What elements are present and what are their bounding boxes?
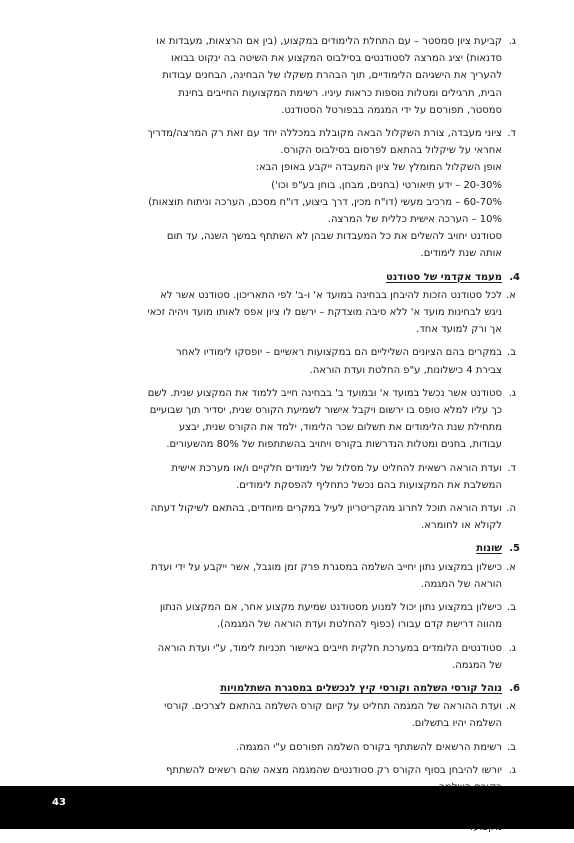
text-line: במקרים בהם הציונים השליליים הם במקצועות ראשיים – יופסקו לימודיו לאחר [175, 347, 502, 359]
text-line: אך ורק למועד אחד. [416, 324, 502, 336]
text-line: של המגמה. [452, 659, 502, 671]
text-line: כך עליו למלא טופס בו ירשום ויקבל אישור לשמיעת הקורס שנית, יסדיר תוך שבועיים [149, 405, 502, 417]
section-title: שונות [476, 543, 502, 555]
text-line: אופן השקלול המומלץ של ציון המעבדה ייקבע באופן הבא: [255, 162, 502, 174]
list-marker: ג. [508, 764, 516, 776]
text-line: כישלון במקצוע נתון יחייב השלמה במסגרת פרק זמן מוגבל, אשר ייקבע על ידי ועדת [151, 561, 502, 573]
list-item [64, 698, 524, 732]
section-heading [64, 269, 524, 286]
page-footer [0, 786, 574, 829]
list-item [64, 385, 524, 454]
list-item [64, 739, 524, 756]
text-line: סטודנטים הלומדים במערכת חלקית חייבים באישור תכניות לימוד, ע"י ועדת הוראה [157, 642, 502, 654]
text-line: קביעת ציון סמסטר – עם התחלת הלימודים במקצוע, (בין אם הרצאות, מעבדות או [156, 36, 502, 47]
list-marker: א. [506, 289, 516, 301]
section-title: נוהל קורסי השלמה וקורסי קיץ לנכשלים במסגרת השתלמויות [220, 682, 502, 694]
text-line: סדנאות) יציג המרצה לסטודנטים בסילבוס המקצוע את השיטה בה ינקוט בבואו [171, 53, 502, 65]
list-item-text [64, 640, 502, 674]
text-line: להעריך את הישגיהם הלימודיים, תוך הבהרת משקלו של הבחינה, הבחנים עבודות [162, 70, 502, 82]
text-line: המשלבת את המקצועות בהם נכשל כתחליף להפסקת לימודים. [236, 479, 502, 491]
text-line: לקולא או לחומרא. [421, 520, 502, 532]
list-marker: א. [506, 701, 516, 713]
text-line: ציוני מעבדה, צורת השקלול הבאה מקובלת במכללה יחד עם זאת רק המרצה/מדריך [147, 128, 502, 140]
list-item-text [64, 739, 502, 756]
list-marker: א. [506, 561, 516, 573]
section-title: מעמד אקדמי של סטודנט [385, 271, 502, 283]
list-item-text [64, 125, 502, 263]
text-line: ועדת הוראה רשאית להחליט על מסלול של לימודים חלקיים ו/או מערכת אישית [171, 462, 502, 474]
list-item [64, 33, 524, 119]
text-line: אחראי על שיקלול בהתאם לפרסום בסילבוס הקורס. [280, 145, 502, 157]
text-line: 10% – הערכה אישית כללית של המרצה. [327, 214, 502, 226]
text-line: לכל סטודנט הזכות להיבחן בבחינה במועד א' ו-ב' לפי התאריכון. סטודנט אשר לא [160, 289, 502, 301]
document-body [64, 33, 524, 843]
text-line: סמסטר, תפורסם על ידי המגמה בבפורטל הסטודנט. [281, 104, 502, 116]
list-marker: ה. [506, 503, 516, 515]
text-line: ועדת ההוראה של המגמה תחליט על קיום קורס השלמה בהתאם לצרכים. קורסי [164, 701, 502, 713]
text-line: השלמה יהיו בתשלום. [411, 718, 502, 730]
text-line: מתחילת שנת הלימודים את תשלום שכר הלימוד, ילמד את הקורס שנית, יבצע [178, 422, 502, 434]
text-line: ניגש לבחינות מועד א' ללא סיבה מוצדקת – ירשם לו ציון אפס לאותו מועד ויהיה זכאי [147, 307, 502, 319]
list-marker: ב. [507, 741, 516, 753]
text-line: עבודות, בחנים ומטלות הנדרשות בקורס ויחויב בהשתתפות של 80% מהשעורים. [166, 439, 502, 451]
section-number: 5. [509, 543, 520, 555]
list-marker: ב. [507, 602, 516, 614]
page-number: 43 [52, 797, 66, 808]
text-line: סטודנט יחויב להשלים את כל המעבדות שבהן לא השתתף במשך השנה, עד תום [166, 231, 502, 243]
list-item [64, 640, 524, 674]
list-item-text [64, 559, 502, 593]
text-line: 60-70% – מרכיב מעשי (דו"ח מכין, דרך ביצוע, דו"ח מסכם, הערכה וניתוח תוצאות) [148, 196, 502, 208]
list-item-text [64, 287, 502, 339]
list-item-text [64, 698, 502, 732]
text-line: סטודנט אשר נכשל במועד א' ובמועד ב' בבחינה חייב ללמוד את המקצוע שנית. לשם [147, 387, 502, 399]
list-item [64, 559, 524, 593]
list-item-text [64, 33, 502, 119]
text-line: כישלון במקצוע נתון יכול למנוע מסטודנט שמיעת מקצוע אחר, אם המקצוע הנתון [159, 602, 502, 614]
list-item-text [64, 500, 502, 534]
text-line: צבירת 4 כישלונות, ע"פ החלטת ועדת הוראה. [309, 364, 502, 376]
list-marker: ד. [507, 462, 516, 474]
text-line: אותה שנת לימודים. [420, 248, 502, 260]
list-marker: ג. [508, 387, 516, 399]
list-marker: ד. [507, 128, 516, 140]
text-line: מהווה דרישת קדם עבורו (כפוף להחלטת ועדת הוראה של המגמה). [216, 619, 502, 631]
list-item [64, 287, 524, 339]
text-line: הוראה של המגמה. [420, 578, 502, 590]
list-item [64, 125, 524, 263]
section-number: 6. [509, 682, 520, 694]
list-item [64, 344, 524, 378]
text-line: ועדת הוראה תוכל לחרוג מהקריטריון לעיל במקרים מיוחדים, בהתאם לשיקול דעתה [150, 503, 502, 515]
list-item [64, 460, 524, 494]
list-marker: ב. [507, 347, 516, 359]
section-heading [64, 680, 524, 697]
section-number: 4. [509, 271, 520, 283]
text-line: הבית, תרגילים ומטלות נוספות כראות עיניו. רשימת המקצועות החייבים בחינת [178, 87, 502, 99]
list-item-text [64, 385, 502, 454]
list-item-text [64, 344, 502, 378]
list-item-text [64, 460, 502, 494]
text-line: רשימת הרשאים להשתתף בקורס השלמה תפורסם ע"י המגמה. [236, 741, 502, 753]
list-item-text [64, 599, 502, 633]
text-line: 20-30% – ידע תיאורטי (בחנים, מבחן, בוחן בע"פ וכו') [271, 179, 502, 191]
list-marker: ג. [508, 642, 516, 654]
list-marker: ג. [508, 36, 516, 47]
section-heading [64, 540, 524, 557]
list-item [64, 500, 524, 534]
text-line: יורשו להיבחן בסוף הקורס רק סטודנטים שהמגמה מצאה שהם רשאים להשתתף [165, 764, 502, 776]
list-item [64, 599, 524, 633]
